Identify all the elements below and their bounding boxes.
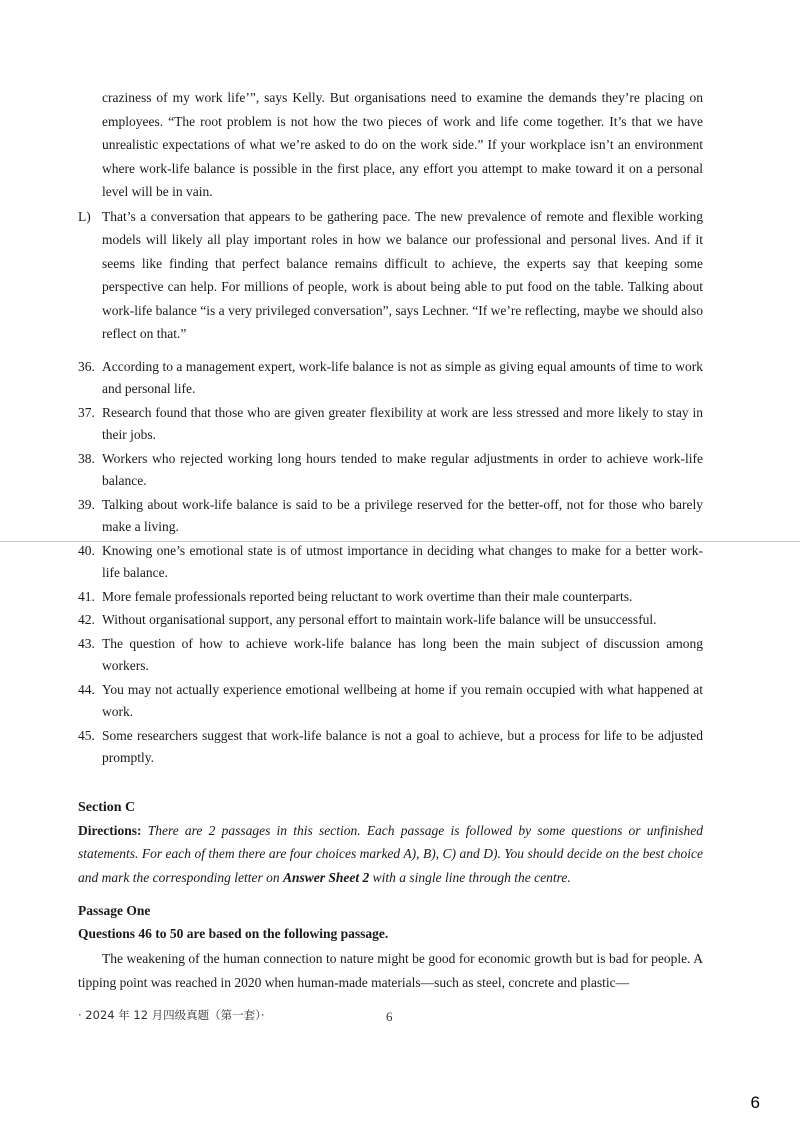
section-c-title: Section C <box>78 799 136 815</box>
question-item <box>78 586 703 609</box>
question-text: Research found that those who are given greater flexibility at work are less stressed and more likely to stay in their jobs. <box>102 404 703 442</box>
question-number: 37. <box>78 404 95 420</box>
question-item <box>78 633 703 678</box>
passage-subtitle: Questions 46 to 50 are based on the following passage. <box>78 926 389 941</box>
question-number: 40. <box>78 542 95 558</box>
question-number: 44. <box>78 681 95 697</box>
question-text: You may not actually experience emotional wellbeing at home if you remain occupied with what happened at work. <box>102 681 703 719</box>
question-text: Workers who rejected working long hours tended to make regular adjustments in order to achieve work-life balance. <box>102 450 703 488</box>
question-text: According to a management expert, work-life balance is not as simple as giving equal amounts of time to work and personal life. <box>102 358 703 396</box>
directions-body-1: There are 2 passages in this section. Each passage is followed by some questions or unfinished statements. For each of them there are four choices marked A), B), C) and D). You should decide on the best choice and mark the corresponding letter on <box>78 822 703 885</box>
paragraph-l <box>78 205 703 346</box>
document-page <box>78 86 703 994</box>
question-number: 41. <box>78 588 95 604</box>
question-text: Without organisational support, any personal effort to maintain work-life balance will be unsuccessful. <box>102 612 657 627</box>
question-item <box>78 356 703 401</box>
question-number: 39. <box>78 496 95 512</box>
paragraph-k-continued <box>78 86 703 204</box>
passage-title: Passage One <box>78 903 151 918</box>
question-text: The question of how to achieve work-life balance has long been the main subject of discussion among workers. <box>102 635 703 673</box>
paragraph-l-mark: L) <box>78 208 91 224</box>
scan-divider-line <box>0 541 800 542</box>
question-item <box>78 609 703 632</box>
question-list <box>78 356 703 770</box>
question-text: Talking about work-life balance is said to be a privilege reserved for the better-off, not for those who barely make a living. <box>102 496 703 534</box>
footer-page-number: 6 <box>386 1009 393 1024</box>
question-item <box>78 679 703 724</box>
question-item <box>78 402 703 447</box>
question-number: 38. <box>78 450 95 466</box>
question-number: 43. <box>78 635 95 651</box>
question-text: Knowing one’s emotional state is of utmost importance in deciding what changes to make for a better work-life balance. <box>102 542 703 580</box>
directions-answer-sheet: Answer Sheet 2 <box>282 869 370 885</box>
question-text: More female professionals reported being reluctant to work overtime than their male counterparts. <box>102 588 633 604</box>
question-item <box>78 725 703 770</box>
question-number: 36. <box>78 358 95 374</box>
question-number: 45. <box>78 727 95 743</box>
directions-body-2: with a single line through the centre. <box>369 869 571 885</box>
corner-page-number: 6 <box>750 1093 760 1112</box>
question-item <box>78 448 703 493</box>
section-c <box>78 796 703 995</box>
passage-text: The weakening of the human connection to nature might be good for economic growth but is bad for people. A tipping point was reached in 2020 when human-made materials—such as steel, concrete and plastic— <box>78 951 703 990</box>
paragraph-l-text: That’s a conversation that appears to be gathering pace. The new prevalence of remote and flexible working models will likely all play important roles in how we balance our professional and personal lives. And if it seems like finding that perfect balance remains difficult to achieve, the experts say that keeping some perspective can help. For millions of people, work is about being able to put food on the table. Talking about work-life balance “is a very privileged conversation”, says Lechner. “If we’re reflecting, maybe we should also reflect on that.” <box>102 208 703 341</box>
directions-lead: Directions: <box>78 822 142 838</box>
question-item <box>78 494 703 539</box>
footer-exam-label: · 2024 年 12 月四级真题（第一套）· <box>78 1008 265 1022</box>
question-item <box>78 540 703 585</box>
paragraph-k-text: craziness of my work life’”, says Kelly. But organisations need to examine the demands they’re placing on employees. “The root problem is not how the two pieces of work and life come together. It’s that we have unrealistic expectations of what we’re asked to do on the work side.” If your workplace isn’t an environment where work-life balance is possible in the first place, any effort you attempt to make toward it on a personal level will be in vain. <box>102 90 703 199</box>
question-text: Some researchers suggest that work-life balance is not a goal to achieve, but a process for life to be adjusted promptly. <box>102 727 703 765</box>
section-c-directions <box>78 819 703 890</box>
question-number: 42. <box>78 612 95 627</box>
